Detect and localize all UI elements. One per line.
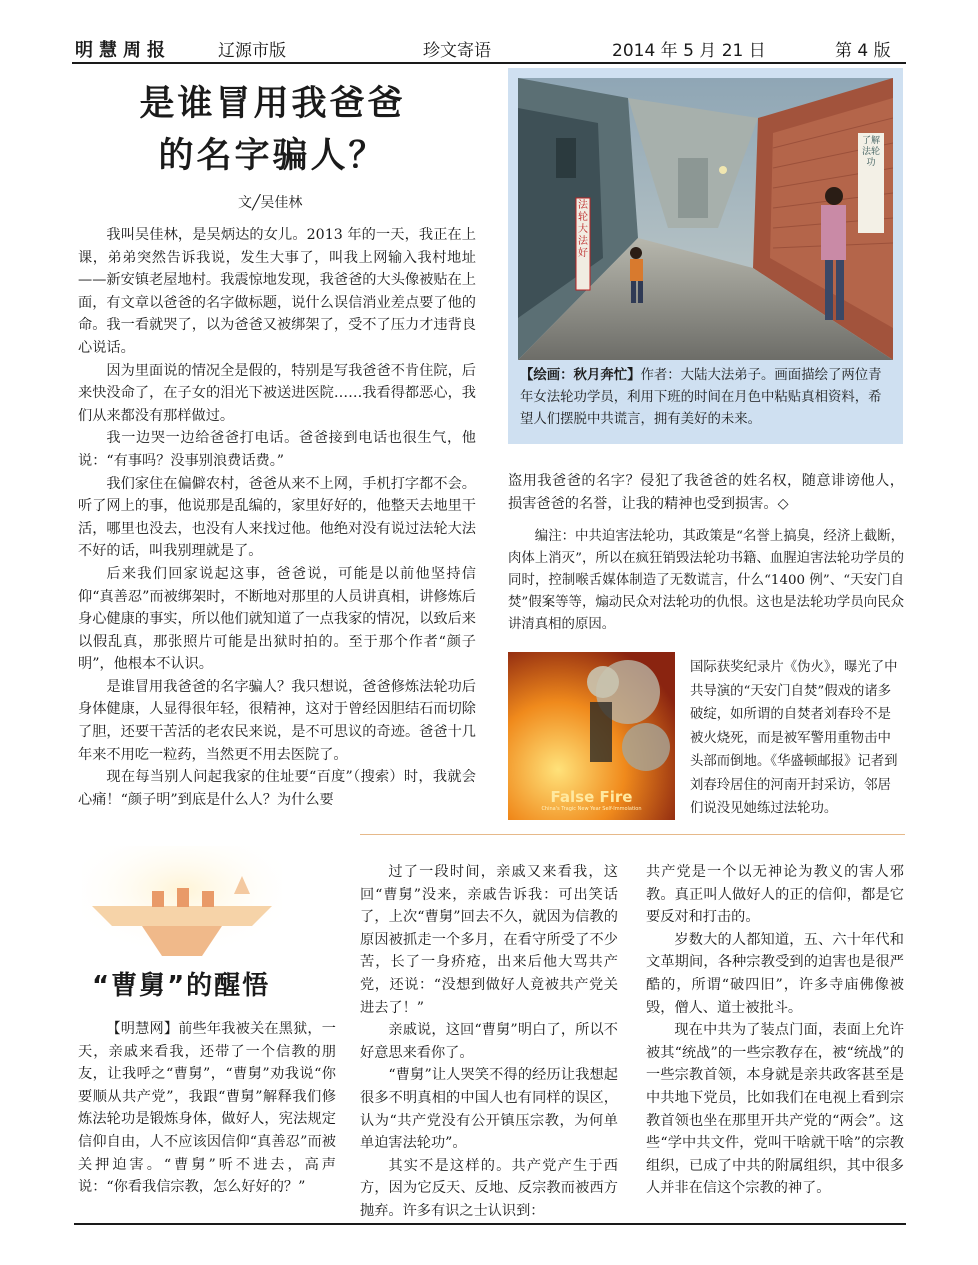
article2-illustration (82, 846, 282, 956)
editor-note: 编注：中共迫害法轮功，其政策是“名誉上搞臭，经济上截断，肉体上消灭”，所以在疯狂销毁法轮功书籍、血腥迫害法轮功学员的同时，控制喉舌媒体制造了无数谎言，什么“1400 例”、“天安门自焚”假案等等，煽动民众对法轮功的仇恨。这也是法轮功学员向民众讲清真相的原因。 (508, 529, 904, 632)
article1-paragraph: 因为里面说的情况全是假的，特别是写我爸爸不肯住院，后来快没命了，在子女的泪光下被送进医院……我看得都恶心，我们从来都没有那样做过。 (78, 362, 476, 424)
issue-date: 2014 年 5 月 21 日 (612, 41, 766, 61)
article1-title-line2: 的名字骗人？ (158, 136, 387, 176)
article2-column3 (646, 861, 904, 1200)
painting-image (518, 78, 893, 360)
article1-paragraph: 是谁冒用我爸爸的名字骗人？我只想说，爸爸修炼法轮功后身体健康，人显得很年轻，很精神，这对于曾经因胆结石而切除了胆，还要干苦活的老农民来说，是不可思议的奇迹。爸爸十几年来不用吃一粒药，当然更不用去医院了。 (78, 678, 476, 763)
article2-column1 (78, 1018, 336, 1199)
painting-caption-label: 【绘画：秋月奔忙】 (520, 367, 641, 383)
dvd-cover-title: False Fire (550, 788, 633, 806)
article1-byline: 文╱吴佳林 (238, 195, 303, 211)
dvd-cover (508, 652, 675, 820)
article2-paragraph: 共产党是一个以无神论为教义的害人邪教。真正叫人做好人的正的信仰，都是它要反对和打击的。 (646, 864, 904, 926)
article2-column2 (360, 861, 618, 1223)
article1-title (70, 78, 475, 182)
painting-caption (508, 364, 903, 431)
masthead: 明慧周报 (75, 40, 171, 61)
dvd-cover-subtitle: China's Tragic New Year Self-Immolation (541, 806, 642, 812)
article2-paragraph: 亲戚说，这回“曹舅”明白了，所以不好意思来看你了。 (360, 1022, 618, 1061)
article1-paragraph: 后来我们回家说起这事，爸爸说，可能是以前他坚持信仰“真善忍”而被绑架时，不断地对那里的人员讲真相，讲修炼后身心健康的事实，所以他们就知道了一点我家的情况，以致后来以假乱真，那张照片可能是出狱时拍的。至于那个作者“颜子明”，他根本不认识。 (78, 565, 476, 673)
article1-body (78, 224, 476, 811)
article2-title: “曹舅”的醒悟 (92, 971, 271, 1001)
article2-paragraph: 其实不是这样的。共产党产生于西方，因为它反天、反地、反宗教而被西方抛弃。许多有识之士认识到： (360, 1157, 618, 1219)
article1-paragraph: 现在每当别人问起我家的住址要“百度”（搜索）时，我就会心痛！“颜子明”到底是什么人？为什么要 (78, 769, 476, 808)
header-rule (72, 62, 906, 64)
article1-continuation-text: 盗用我爸爸的名字？侵犯了我爸爸的姓名权，随意诽谤他人，损害爸爸的名誉，让我的精神也受到损害。◇ (508, 473, 904, 512)
article2-paragraph: 现在中共为了装点门面，表面上允许被其“统战”的一些宗教存在，被“统战”的一些宗教首领，本身就是亲共政客甚至是中共地下党员，比如我们在电视上看到宗教首领也坐在那里开共产党的“两会”。这些“学中共文件，党叫干啥就干啥”的宗教组织，已成了中共的附属组织，其中很多人并非在信这个宗教的神了。 (646, 1022, 904, 1197)
page-number: 第 4 版 (835, 41, 891, 61)
article1-paragraph: 我一边哭一边给爸爸打电话。爸爸接到电话也很生气，他说：“有事吗？没事别浪费话费。” (78, 430, 476, 469)
poster-right-text: 了解法轮功 (861, 136, 880, 168)
article1-continuation (508, 470, 904, 515)
poster-left-text: 法轮大法好 (578, 200, 588, 259)
article2-paragraph: “曹舅”让人哭笑不得的经历让我想起很多不明真相的中国人也有同样的误区，认为“共产党没有公开镇压宗教，为何单单迫害法轮功”。 (360, 1067, 618, 1152)
article2-paragraph: 过了一段时间，亲戚又来看我，这回“曹舅”没来，亲戚告诉我：可出笑话了，上次“曹舅”回去不久，就因为信教的原因被抓走一个多月，在看守所受了不少苦，长了一身疥疮，出来后他大骂共产党，还说：“没想到做好人竟被共产党关进去了！” (360, 864, 618, 1016)
dvd-description: 国际获奖纪录片《伪火》，曝光了中共导演的“天安门自焚”假戏的诸多破绽，如所谓的自焚者刘春玲不是被火烧死，而是被军警用重物击中头部而倒地。《华盛顿邮报》记者到刘春玲居住的河南开封采访，邻居们说没见她练过法轮功。 (690, 660, 898, 816)
article1-title-line1: 是谁冒用我爸爸 (139, 84, 406, 124)
section-divider (360, 834, 905, 835)
footer-rule (74, 1223, 906, 1225)
article1-paragraph: 我叫吴佳林，是吴炳达的女儿。2013 年的一天，我正在上课，弟弟突然告诉我说，发生大事了，叫我上网输入我村地址——新安镇老屋地村。我震惊地发现，我爸爸的大头像被贴在上面，有文章以爸爸的名字做标题，说什么误信消业差点要了他的命。我一看就哭了，以为爸爸又被绑架了，受不了压力才违背良心说话。 (78, 227, 476, 356)
article2-paragraph: 岁数大的人都知道，五、六十年代和文革期间，各种宗教受到的迫害也是很严酷的，所谓“破四旧”，许多寺庙佛像被毁，僧人、道士被批斗。 (646, 931, 904, 1016)
page-header (75, 34, 905, 60)
painting-panel (508, 68, 903, 444)
section-title: 珍文寄语 (423, 41, 491, 61)
article2-paragraph: 【明慧网】前些年我被关在黑狱，一天，亲戚来看我，还带了一个信教的朋友，让我呼之“曹舅”，“曹舅”劝我说“你要顺从共产党”，我跟“曹舅”解释我们修炼法轮功是锻炼身体，做好人，宪法规定信仰自由，人不应该因信仰“真善忍”而被关押迫害。“曹舅”听不进去，高声说：“你看我信宗教，怎么好好的？” (78, 1021, 336, 1196)
edition-label: 辽源市版 (218, 41, 286, 61)
article1-paragraph: 我们家住在偏僻农村，爸爸从来不上网，手机打字都不会。听了网上的事，他说那是乱编的，家里好好的，他整天去地里干活，哪里也没去，也没有人来找过他。他绝对没有说过法轮大法不好的话，叫我别理就是了。 (78, 475, 476, 560)
painting-caption-body: 作者：大陆大法弟子。画面描绘了两位青年女法轮功学员，利用下班的时间在月色中粘贴真相资料，希望人们摆脱中共谎言，拥有美好的未来。 (520, 368, 882, 427)
